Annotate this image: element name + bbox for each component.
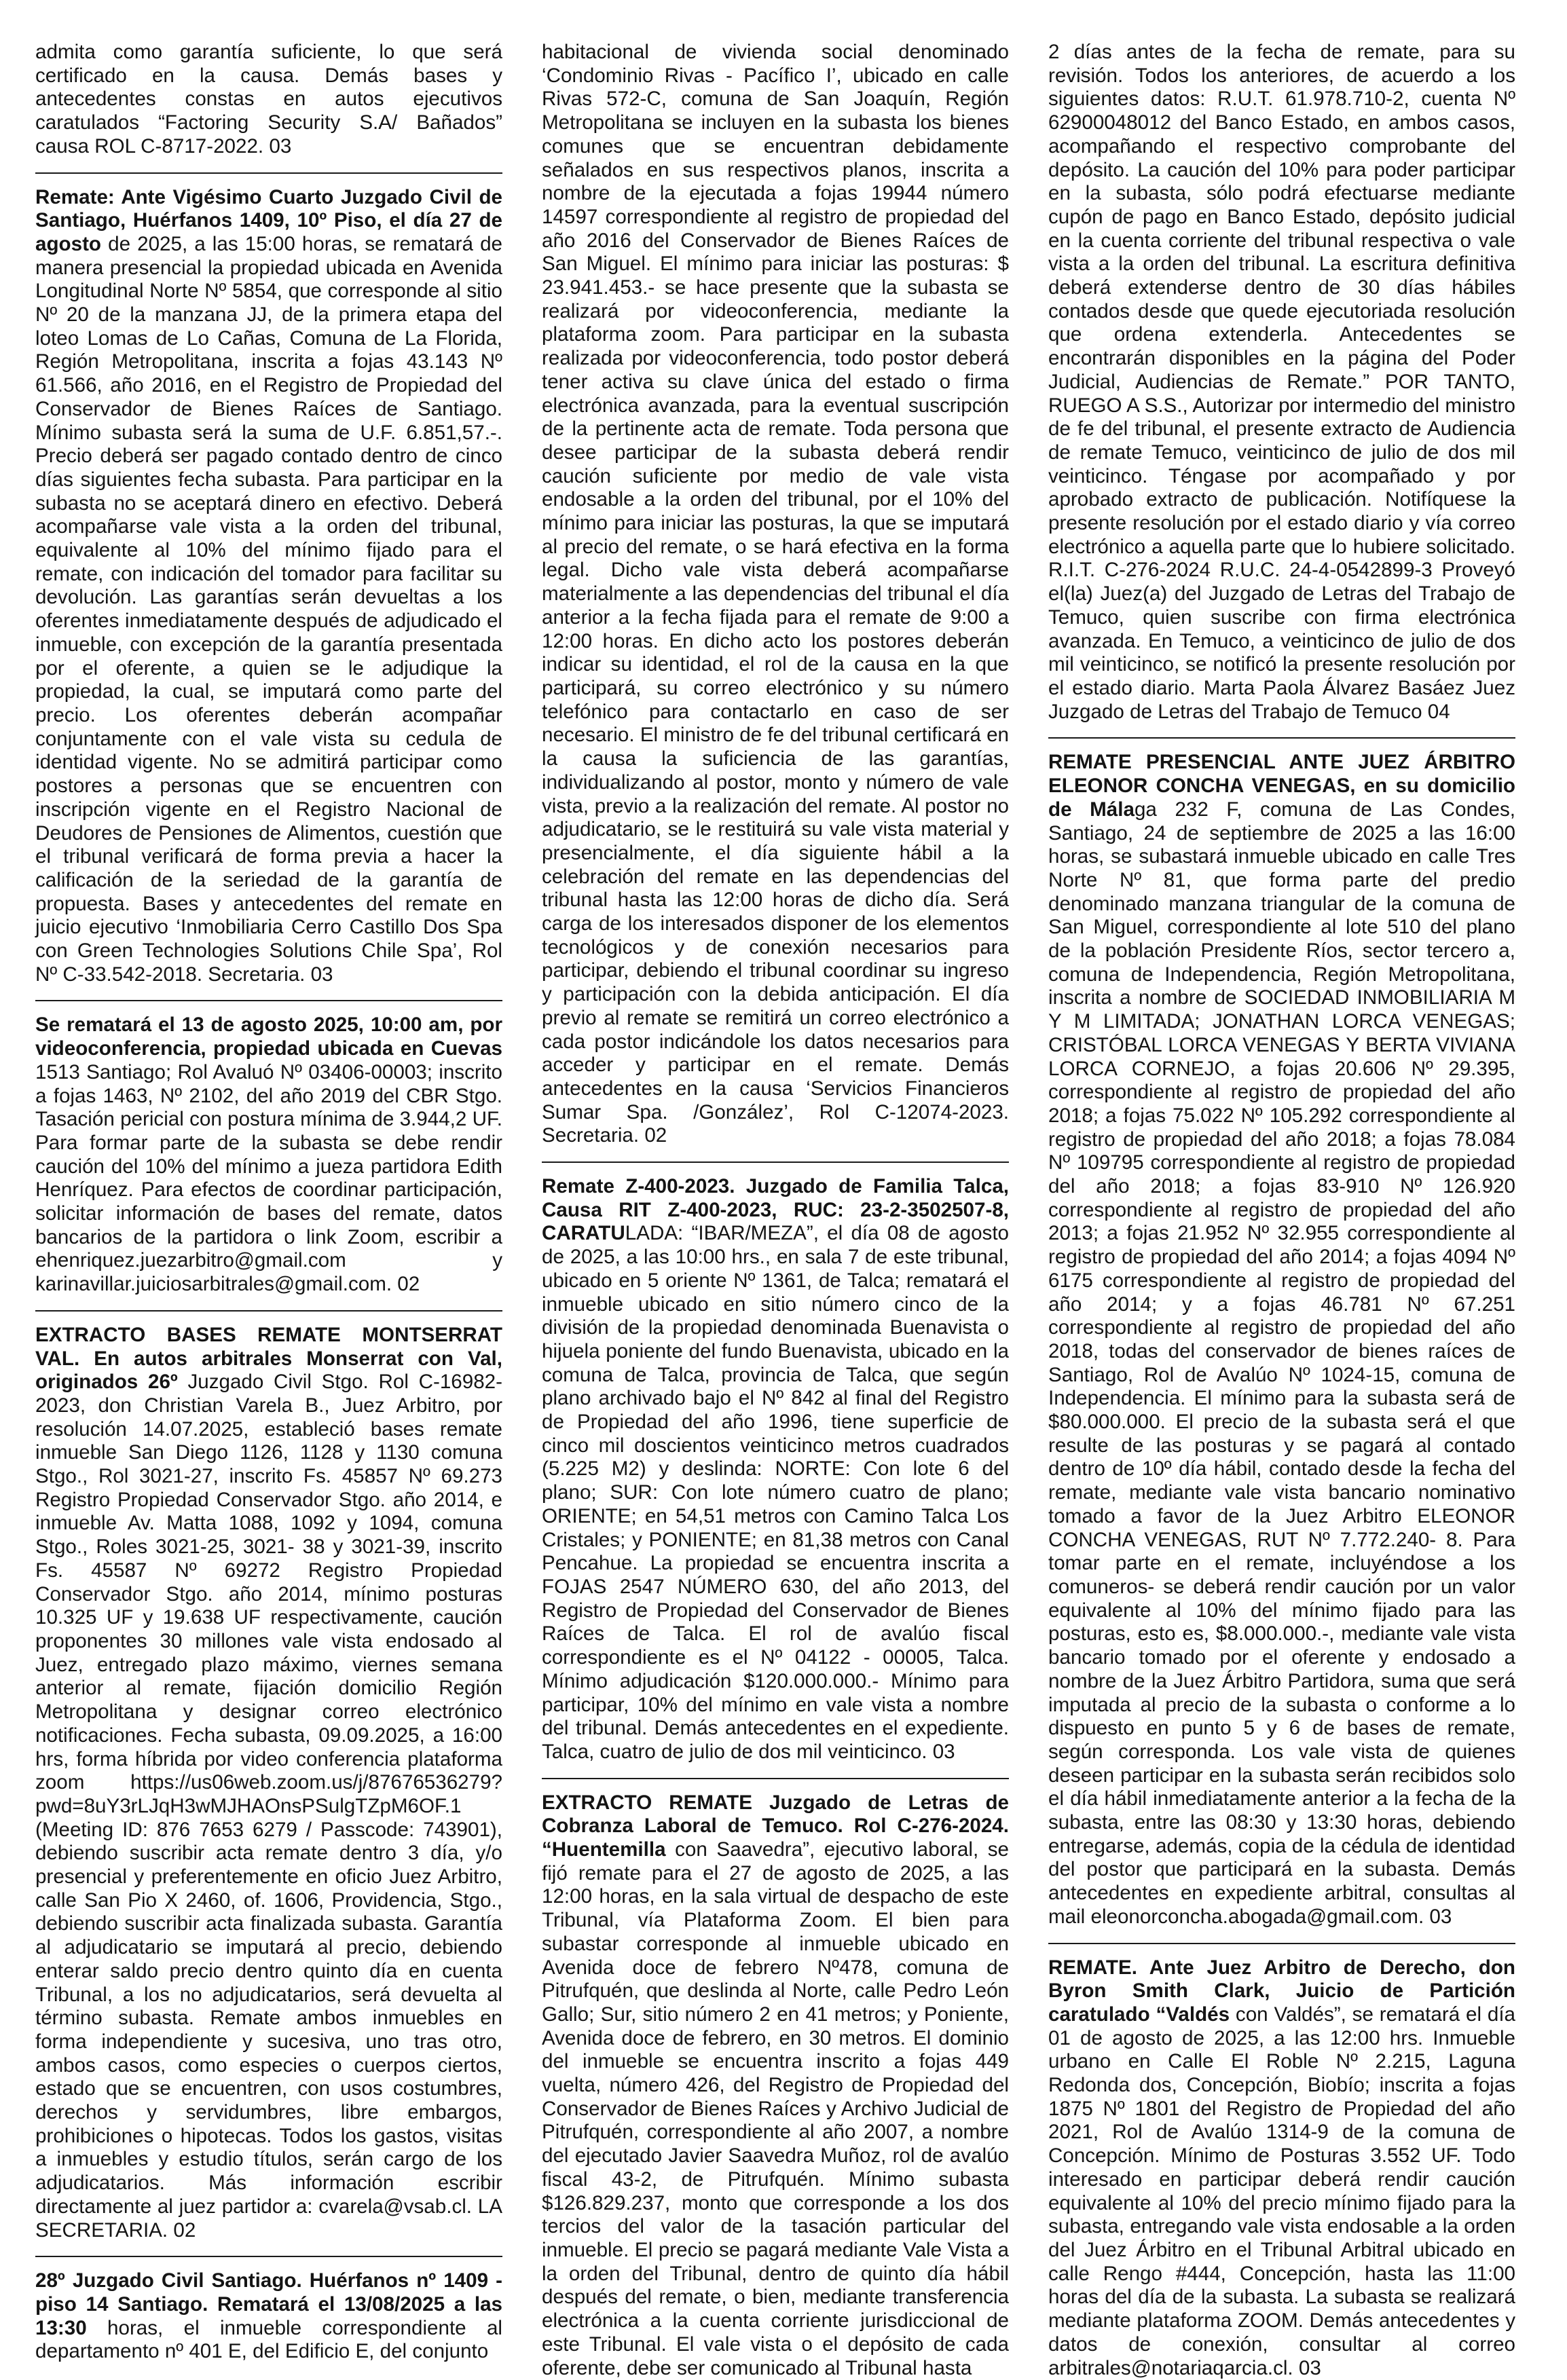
notice — [542, 1791, 1009, 2380]
notice — [1048, 41, 1515, 724]
notice-body: habitacional de vivienda social denominado ‘Condominio Rivas - Pacífico I’, ubicado en calle Rivas 572-C, comuna de San Joaquín, Región Metropolitana se incluyen en la subasta los bienes comunes que se encuentran debidamente señalados en sus respectivos planos, inscrita a nombre de la ejecutada a fojas 19944 número 14597 correspondiente al registro de propiedad del año 2016 del Conservador de Bienes Raíces de San Miguel. El mínimo para iniciar las posturas: $ 23.941.453.- se hace presente que la subasta se realizará por videoconferencia, mediante la plataforma zoom. Para participar en la subasta realizada por videoconferencia, todo postor deberá tener activa su clave única del estado o firma electrónica avanzada, para la eventual suscripción de la pertinente acta de remate. Toda persona que desee participar de la subasta deberá rendir caución suficiente por medio de vale vista endosable a la orden del tribunal, por el 10% del mínimo para iniciar las posturas, la que se imputará al precio del remate, o se hará efectiva en la forma legal. Dicho vale vista deberá acompañarse materialmente a las dependencias del tribunal el día anterior a la fecha fijada para el remate de 9:00 a 12:00 horas. En dicho acto los postores deberán indicar su identidad, el rol de la causa en la que participará, su correo electrónico y su número telefónico para contactarlo en caso de ser necesario. El ministro de fe del tribunal certificará en la causa la suficiencia de las garantías, individualizando al postor, monto y número de vale vista, previo a la realización del remate. Al postor no adjudicatario, se le restituirá su vale vista material y presencialmente, el día siguiente hábil a la celebración del remate en las dependencias del tribunal hasta las 12:00 horas de dicho día. Será carga de los interesados disponer de los elementos tecnológicos y de conexión necesarios para participar, debiendo el tribunal coordinar su ingreso y participación con la debida anticipación. El día previo al remate se remitirá un correo electrónico a cada postor indicándole los datos necesarios para acceder y participar en el remate. Demás antecedentes en la causa ‘Servicios Financieros Sumar Spa. /González’, Rol C-12074-2023. Secretaria. 02 — [542, 41, 1009, 1147]
notice-body: ga 232 F, comuna de Las Condes, Santiago, 24 de septiembre de 2025 a las 16:00 horas, se subastará inmueble ubicado en calle Tres Norte Nº 81, que forma parte del predio denominado manzana triangular de la comuna de San Miguel, correspondiente al lote 510 del plano de la población Presidente Ríos, sector tercero a, comuna de Independencia, Región Metropolitana, inscrita a nombre de SOCIEDAD INMOBILIARIA M Y M LIMITADA; JONATHAN LORCA VENEGAS; CRISTÓBAL LORCA VENEGAS Y BERTA VIVIANA LORCA CORNEJO, a fojas 20.606 Nº 29.395, correspondiente al registro de propiedad del año 2018; a fojas 75.022 Nº 105.292 correspondiente al registro de propiedad del año 2018; a fojas 78.084 Nº 109795 correspondiente al registro de propiedad del año 2018; a fojas 83-910 Nº 126.920 correspondiente al registro de propiedad del año 2013; a fojas 21.952 Nº 32.955 correspondiente al registro de propiedad del año 2014; a fojas 4094 Nº 6175 correspondiente al registro de propiedad del año 2014; y a fojas 46.781 Nº 67.251 correspondiente al registro de propiedad del año 2018, todas del conservador de bienes raíces de Santiago, Rol de Avalúo Nº 1024-15, comuna de Independencia. El mínimo para la subasta será de $80.000.000. El precio de la subasta será el que resulte de las posturas y se pagará al contado dentro de 10º día hábil, contado desde la fecha del remate, mediante vale vista bancario nominativo tomado a favor de la Juez Arbitro ELEONOR CONCHA VENEGAS, RUT Nº 7.772.240- 8. Para tomar parte en el remate, incluyéndose a los comuneros- se deberá rendir caución por un valor equivalente al 10% del mínimo fijado para las posturas, esto es, $8.000.000.-, mediante vale vista bancario tomado por el oferente y endosado a nombre de la Juez Árbitro Partidora, suma que será imputada al precio de la subasta o conforme a lo dispuesto en punto 5 y 6 de bases de remate, según corresponda. Los vale vista de quienes deseen participar en la subasta serán recibidos solo el día hábil inmediatamente anterior a la fecha de la subasta, entre las 08:30 y 13:30 horas, debiendo entregarse, además, copia de la cédula de identidad del postor que participará en la subasta. Demás antecedentes en expediente arbitral, consultas al mail eleonorconcha.abogada@gmail.com. 03 — [1048, 798, 1515, 1928]
notice-lead: Remate Z-400-2023. Juzgado de Familia Talca, Causa RIT Z-400-2023, RUC: 23-2-3502507-8, CARATU — [542, 1175, 1009, 1245]
notice-lead: Se rematará el 13 de agosto 2025, 10:00 am, por videoconferencia, propiedad ubicada en Cuevas — [35, 1014, 502, 1060]
notice — [35, 186, 502, 987]
divider — [35, 172, 502, 174]
notice — [35, 41, 502, 159]
notice — [35, 2269, 502, 2364]
column-1 — [35, 41, 502, 2363]
notice-body: con Valdés”, se rematará el día 01 de agosto de 2025, a las 12:00 hrs. Inmueble urbano en Calle El Roble Nº 2.215, Laguna Redonda dos, Concepción, Biobío; inscrita a fojas 1875 Nº 1801 del Registro de Propiedad del año 2021, Rol de Avalúo 1314-9 de la comuna de Concepción. Mínimo de Posturas 3.552 UF. Todo interesado en participar deberá rendir caución equivalente al 10% del precio mínimo fijado para la subasta, entregando vale vista endosable a la orden del Juez Árbitro en el Tribunal Arbitral ubicado en calle Rengo #444, Concepción, hasta las 11:00 horas del día de la subasta. La subasta se realizará mediante plataforma ZOOM. Demás antecedentes y datos de conexión, consultar al correo arbitrales@notariaqarcia.cl. 03 — [1048, 2003, 1515, 2379]
notice-lead: 28º Juzgado Civil Santiago. Huérfanos nº 1409 - piso 14 Santiago. Rematará el 13/08/2025 a las 13:30 — [35, 2269, 502, 2339]
notice — [542, 41, 1009, 1148]
notice-body: 2 días antes de la fecha de remate, para su revisión. Todos los anteriores, de acuerdo a los siguientes datos: R.U.T. 61.978.710-2, cuenta Nº 62900048012 del Banco Estado, en ambos casos, acompañando el respectivo comprobante del depósito. La caución del 10% para poder participar en la subasta, sólo podrá efectuarse mediante cupón de pago en Banco Estado, depósito judicial en la cuenta corriente del tribunal respectiva o vale vista a la orden del tribunal. La escritura definitiva deberá extenderse dentro de 30 días hábiles contados desde que quede ejecutoriada resolución que ordena extenderla. Antecedentes se encontrarán disponibles en la página del Poder Judicial, Audiencias de Remate.” POR TANTO, RUEGO A S.S., Autorizar por intermedio del ministro de fe del tribunal, el presente extracto de Audiencia de remate Temuco, veinticinco de julio de dos mil veinticinco. Téngase por acompañado y por aprobado extracto de publicación. Notifíquese la presente resolución por el estado diario y vía correo electrónico a aquella parte que lo hubiere solicitado. R.I.T. C-276-2024 R.U.C. 24-4-0542899-3 Proveyó el(la) Juez(a) del Juzgado de Letras del Trabajo de Temuco, quien suscribe con firma electrónica avanzada. En Temuco, a veinticinco de julio de dos mil veinticinco, se notificó la presente resolución por el estado diario. Marta Paola Álvarez Basáez Juez Juzgado de Letras del Trabajo de Temuco 04 — [1048, 41, 1515, 723]
notice — [35, 1324, 502, 2242]
notice — [542, 1175, 1009, 1764]
notice-body: admita como garantía suficiente, lo que será certificado en la causa. Demás bases y antecedentes constas en autos ejecutivos caratulados “Factoring Security S.A/ Bañados” causa ROL C-8717-2022. 03 — [35, 41, 502, 157]
notice-lead: EXTRACTO BASES REMATE MONTSERRAT VAL. En autos arbitrales Monserrat con Val, originados 26º — [35, 1323, 502, 1394]
notice-body: LADA: “IBAR/MEZA”, el día 08 de agosto de 2025, a las 10:00 hrs., en sala 7 de este tribunal, ubicado en 5 oriente Nº 1361, de Talca; rematará el inmueble ubicado en sitio número cinco de la división de la propiedad denominada Buenavista o hijuela poniente del fundo Buenavista, ubicado en la comuna de Talca, provincia de Talca, que según plano archivado bajo el Nº 842 al final del Registro de Propiedad del año 1996, tiene superficie de cinco mil doscientos veinticinco metros cuadrados (5.225 M2) y deslinda: NORTE: Con lote 6 del plano; SUR: Con lote número cuatro de plano; ORIENTE; en 54,51 metros con Camino Talca Los Cristales; y PONIENTE; en 81,38 metros con Canal Pencahue. La propiedad se encuentra inscrita a FOJAS 2547 NÚMERO 630, del año 2013, del Registro de Propiedad del Conservador de Bienes Raíces de Talca. El rol de avalúo fiscal correspondiente es el Nº 04122 - 00005, Talca. Mínimo adjudicación $120.000.000.- Mínimo para participar, 10% del mínimo en vale vista a nombre del tribunal. Demás antecedentes en el expediente. Talca, cuatro de julio de dos mil veinticinco. 03 — [542, 1222, 1009, 1763]
notice-body: de 2025, a las 15:00 horas, se rematará de manera presencial la propiedad ubicada en Avenida Longitudinal Norte Nº 5854, que corresponde al sitio Nº 20 de la manzana JJ, de la primera etapa del loteo Lomas de Lo Cañas, Comuna de La Florida, Región Metropolitana, inscrita a fojas 43.143 Nº 61.566, año 2016, en el Registro de Propiedad del Conservador de Bienes Raíces de Santiago. Mínimo subasta será la suma de U.F. 6.851,57.-. Precio deberá ser pagado contado dentro de cinco días siguientes fecha subasta. Para participar en la subasta no se aceptará dinero en efectivo. Deberá acompañarse vale vista a la orden del tribunal, equivalente al 10% del mínimo fijado para el remate, con indicación del tomador para facilitar su devolución. Las garantías serán devueltas a los oferentes inmediatamente después de adjudicado el inmueble, con excepción de la garantía presentada por el oferente, a quien se le adjudique la propiedad, la cual, se imputará como parte del precio. Los oferentes deberán acompañar conjuntamente con el vale vista su cedula de identidad vigente. No se admitirá participar como postores a personas que se encuentren con inscripción vigente en el Registro Nacional de Deudores de Pensiones de Alimentos, cuestión que el tribunal verificará de forma previa a hacer la calificación de la seriedad de la garantía de propuesta. Bases y antecedentes del remate en juicio ejecutivo ‘Inmobiliaria Cerro Castillo Dos Spa con Green Technologies Solutions Chile Spa’, Rol Nº C-33.542-2018. Secretaria. 03 — [35, 232, 502, 986]
divider — [542, 1778, 1009, 1779]
notice — [1048, 1956, 1515, 2380]
divider — [1048, 1943, 1515, 1944]
notice-lead: EXTRACTO REMATE Juzgado de Letras de Cobranza Laboral de Temuco. Rol C-276-2024. “Huentemilla — [542, 1791, 1009, 1861]
notice-lead: REMATE. Ante Juez Arbitro de Derecho, don Byron Smith Clark, Juicio de Partición caratulado “Valdés — [1048, 1956, 1515, 2026]
divider — [1048, 737, 1515, 739]
notice — [1048, 751, 1515, 1929]
column-3 — [1048, 41, 1515, 2379]
notice-lead: REMATE PRESENCIAL ANTE JUEZ ÁRBITRO ELEONOR CONCHA VENEGAS, en su domicilio de Mála — [1048, 751, 1515, 821]
notice-body: horas, el inmueble correspondiente al departamento nº 401 E, del Edificio E, del conjunto — [35, 2316, 502, 2363]
notice — [35, 1014, 502, 1296]
divider — [542, 1161, 1009, 1163]
notice-lead: Remate: Ante Vigésimo Cuarto Juzgado Civil de Santiago, Huérfanos 1409, 10º Piso, el día 27 de agosto — [35, 185, 502, 255]
notice-body: Juzgado Civil Stgo. Rol C-16982-2023, don Christian Varela B., Juez Arbitro, por resolución 14.07.2025, estableció bases remate inmueble San Diego 1126, 1128 y 1130 comuna Stgo., Rol 3021-27, inscrito Fs. 45857 Nº 69.273 Registro Propiedad Conservador Stgo. año 2014, e inmueble Av. Matta 1088, 1092 y 1094, comuna Stgo., Roles 3021-25, 3021- 38 y 3021-39, inscrito Fs. 45587 Nº 69272 Registro Propiedad Conservador Stgo. año 2014, mínimo posturas 10.325 UF y 19.638 UF respectivamente, caución proponentes 30 millones vale vista endosado al Juez, entregado plazo máximo, viernes semana anterior al remate, fijación domicilio Región Metropolitana y designar correo electrónico notificaciones. Fecha subasta, 09.09.2025, a 16:00 hrs, forma híbrida por video conferencia plataforma zoom https://us06web.zoom.us/j/87676536279?pwd=8uY3rLJqH3wMJHAOnsPSulgTZpM6OF.1 (Meeting ID: 876 7653 6279 / Passcode: 743901), debiendo suscribir acta remate dentro 3 día, y/o presencial y preferentemente en oficio Juez Arbitro, calle San Pio X 2460, of. 1606, Providencia, Stgo., debiendo suscribir acta finalizada subasta. Garantía al adjudicatario se imputará al precio, debiendo enterar saldo precio dentro quinto día en cuenta Tribunal, a los no adjudicatarios, será devuelta al término subasta. Remate ambos inmuebles en forma independiente y sucesiva, uno tras otro, ambos casos, como especies o cuerpos ciertos, estado que se encuentren, con usos costumbres, derechos y servidumbres, libre embargos, prohibiciones o hipotecas. Todos los gastos, visitas a inmuebles y estudio títulos, serán cargo de los adjudicatarios. Más información escribir directamente al juez partidor a: cvarela@vsab.cl. LA SECRETARIA. 02 — [35, 1371, 502, 2242]
divider — [35, 1000, 502, 1001]
notice-body: con Saavedra”, ejecutivo laboral, se fijó remate para el 27 de agosto de 2025, a las 12:00 horas, en la sala virtual de despacho de este Tribunal, vía Plataforma Zoom. El bien para subastar corresponde al inmueble ubicado en Avenida doce de febrero Nº478, comuna de Pitrufquén, que deslinda al Norte, calle Pedro León Gallo; Sur, sitio número 2 en 41 metros; y Poniente, Avenida doce de febrero, en 30 metros. El dominio del inmueble se encuentra inscrito a fojas 449 vuelta, número 426, del Registro de Propiedad del Conservador de Bienes Raíces y Archivo Judicial de Pitrufquén, correspondiente al año 2007, a nombre del ejecutado Javier Saavedra Muñoz, rol de avalúo fiscal 43-2, de Pitrufquén. Mínimo subasta $126.829.237, monto que corresponde a los dos tercios del valor de la tasación particular del inmueble. El precio se pagará mediante Vale Vista a la orden del Tribunal, dentro de quinto día hábil después del remate, o bien, mediante transferencia electrónica a la cuenta corriente jurisdiccional de este Tribunal. El vale vista o el depósito de cada oferente, debe ser comunicado al Tribunal hasta — [542, 1838, 1009, 2379]
column-2 — [542, 41, 1009, 2379]
divider — [35, 2256, 502, 2257]
divider — [35, 1310, 502, 1312]
notice-body: 1513 Santiago; Rol Avaluó Nº 03406-00003; inscrito a fojas 1463, Nº 2102, del año 2019 del CBR Stgo. Tasación pericial con postura mínima de 3.944,2 UF. Para formar parte de la subasta se debe rendir caución del 10% del mínimo a jueza partidora Edith Henríquez. Para efectos de coordinar participación, solicitar información de bases del remate, datos bancarios de la partidora o link Zoom, escribir a ehenriquez.juezarbitro@gmail.com y karinavillar.juiciosarbitrales@gmail.com. 02 — [35, 1060, 502, 1296]
